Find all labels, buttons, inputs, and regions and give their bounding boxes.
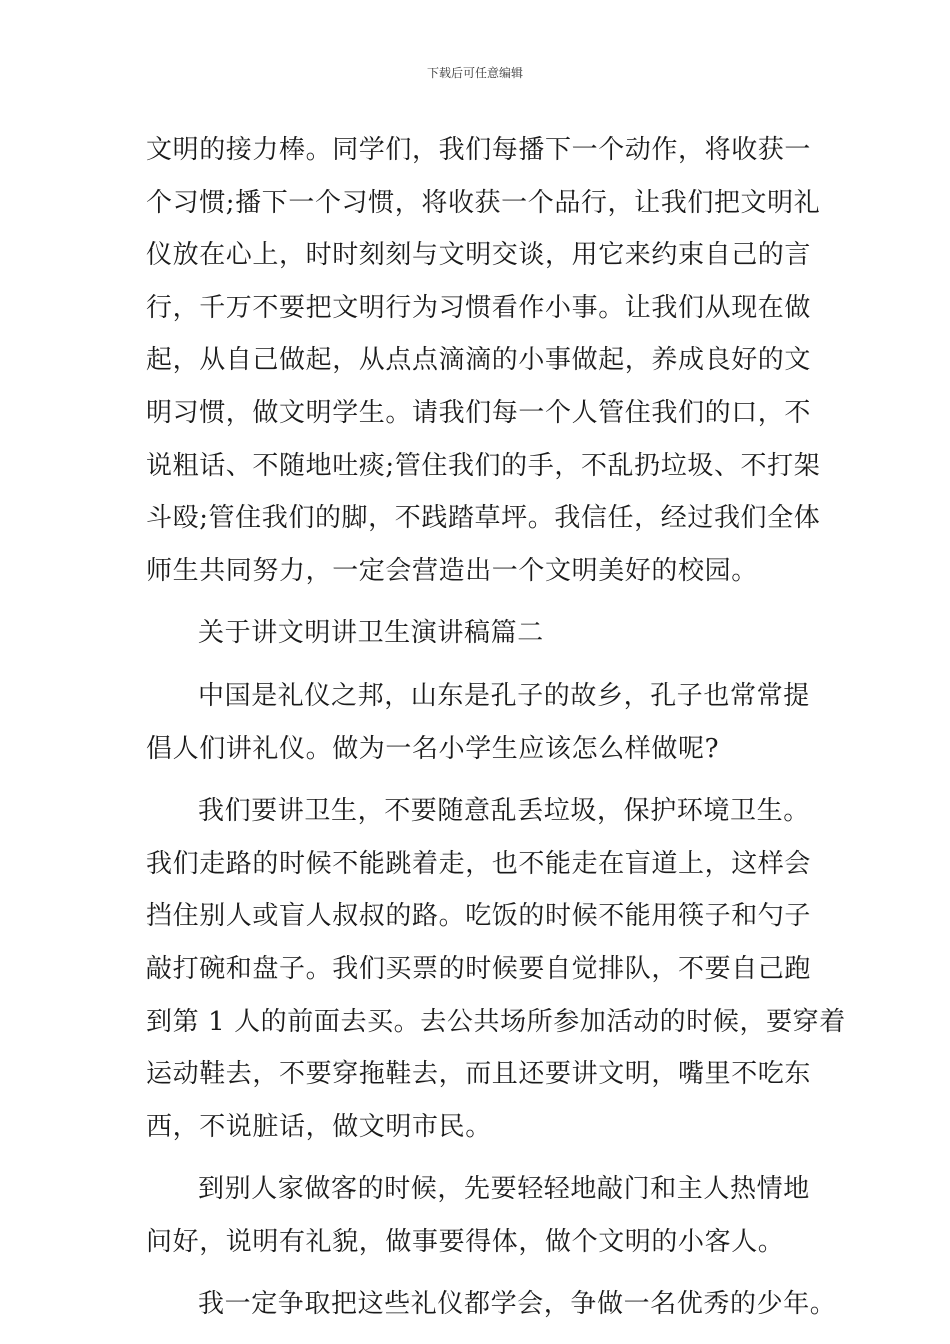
text-line: 倡人们讲礼仪。做为一名小学生应该怎么样做呢? [146,733,720,764]
text-line: 个习惯;播下一个习惯，将收获一个品行，让我们把文明礼 [146,187,821,218]
text-line: 师生共同努力，一定会营造出一个文明美好的校园。 [146,555,758,586]
text-line: 起，从自己做起，从点点滴滴的小事做起，养成良好的文 [146,345,812,376]
body-text [146,124,846,1331]
text-line: 到第 1 人的前面去买。去公共场所参加活动的时候，要穿着 [146,1006,846,1037]
text-line: 我们走路的时候不能跳着走，也不能走在盲道上，这样会 [146,848,812,879]
text-line: 行，千万不要把文明行为习惯看作小事。让我们从现在做 [146,292,812,323]
text-line: 我们要讲卫生，不要随意乱丢垃圾，保护环境卫生。 [198,796,810,827]
text-line: 我一定争取把这些礼仪都学会，争做一名优秀的少年。 [198,1289,837,1320]
text-line: 说粗话、不随地吐痰;管住我们的手，不乱扔垃圾、不打架 [146,450,821,481]
text-line: 中国是礼仪之邦，山东是孔子的故乡，孔子也常常提 [198,680,810,711]
page-header: 下载后可任意编辑 [426,66,523,80]
text-line: 问好，说明有礼貌，做事要得体，做个文明的小客人。 [146,1226,785,1257]
text-line: 明习惯，做文明学生。请我们每一个人管住我们的口，不 [146,397,812,428]
text-line: 挡住别人或盲人叔叔的路。吃饭的时候不能用筷子和勺子 [146,901,812,932]
text-line: 西，不说脏话，做文明市民。 [146,1111,492,1142]
text-line: 运动鞋去，不要穿拖鞋去，而且还要讲文明，嘴里不吃东 [146,1059,812,1090]
text-line: 仪放在心上，时时刻刻与文明交谈，用它来约束自己的言 [146,240,812,271]
text-line: 到别人家做客的时候，先要轻轻地敲门和主人热情地 [198,1174,810,1205]
text-line: 关于讲文明讲卫生演讲稿篇二 [198,618,544,649]
text-line: 文明的接力棒。同学们，我们每播下一个动作，将收获一 [146,135,812,165]
text-line: 敲打碗和盘子。我们买票的时候要自觉排队，不要自己跑 [146,953,812,984]
text-line: 斗殴;管住我们的脚，不践踏草坪。我信任，经过我们全体 [146,503,821,534]
